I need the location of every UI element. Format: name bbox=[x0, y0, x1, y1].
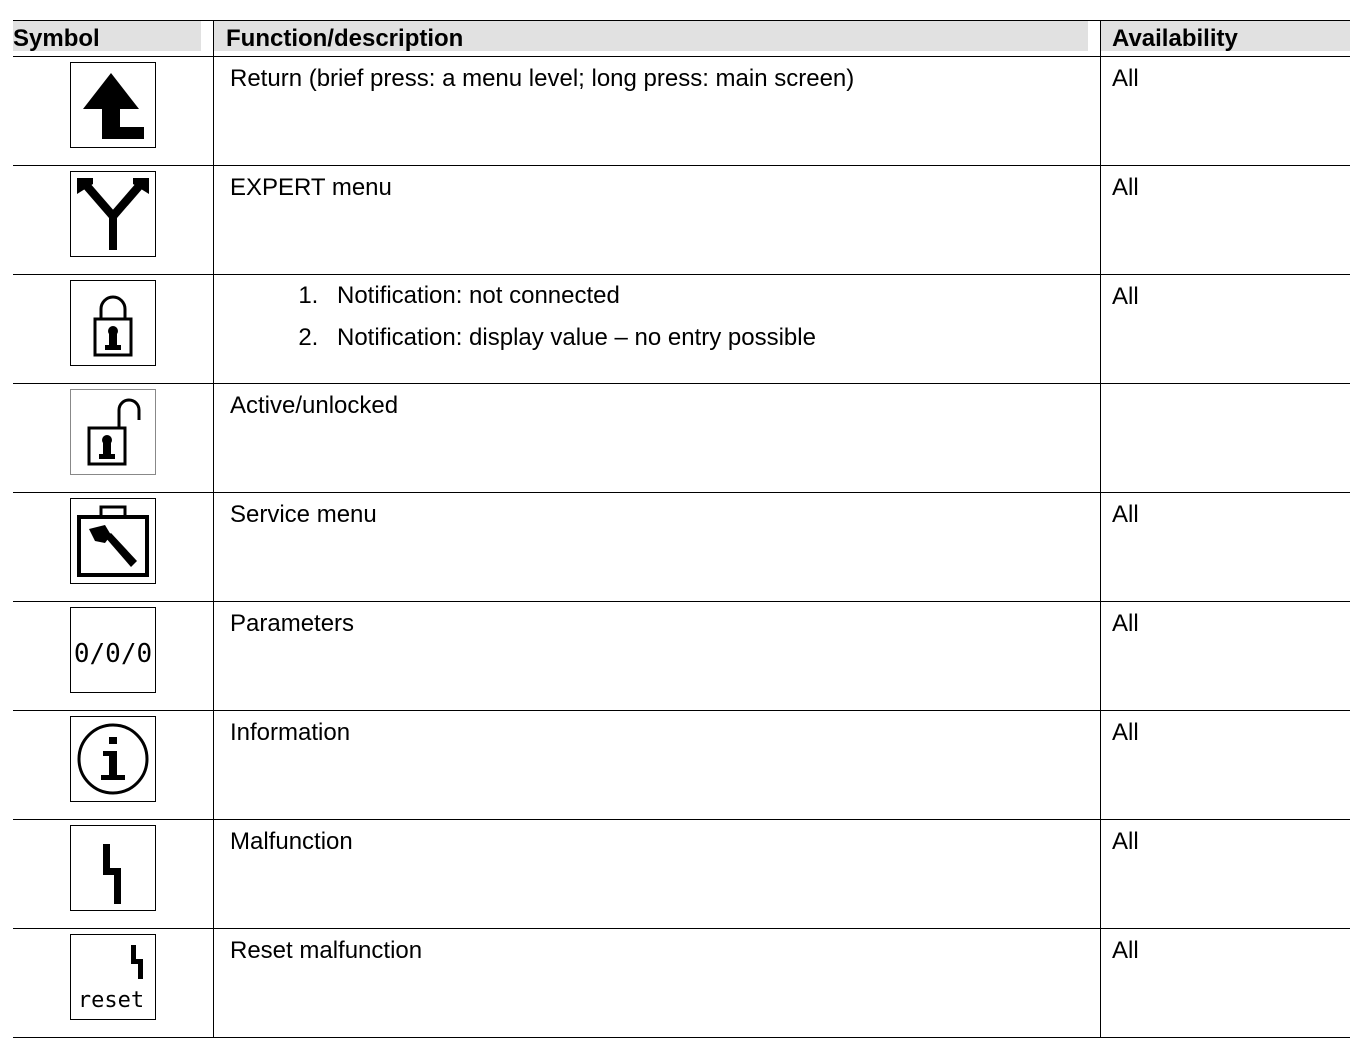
header-availability-label: Availability bbox=[1101, 21, 1350, 51]
availability-cell: All bbox=[1101, 711, 1350, 820]
service-toolbox-icon bbox=[70, 498, 156, 584]
description-cell: Malfunction bbox=[214, 820, 1101, 929]
parameters-icon-text: 0/0/0 bbox=[74, 639, 152, 669]
header-function-label: Function/description bbox=[214, 21, 1088, 51]
header-symbol-label: Symbol bbox=[13, 21, 201, 51]
reset-malfunction-icon bbox=[70, 934, 156, 1020]
header-symbol bbox=[13, 21, 214, 57]
list-item: 1. Notification: not connected bbox=[325, 275, 1100, 317]
description-cell: Return (brief press: a menu level; long press: main screen) bbox=[214, 57, 1101, 166]
table-row bbox=[13, 602, 1350, 711]
information-icon bbox=[70, 716, 156, 802]
header-availability bbox=[1101, 21, 1350, 57]
table-row bbox=[13, 711, 1350, 820]
reset-icon-text: reset bbox=[78, 988, 144, 1013]
notification-list bbox=[230, 275, 1100, 359]
table-row bbox=[13, 384, 1350, 493]
availability-cell: All bbox=[1101, 57, 1350, 166]
malfunction-bolt-icon bbox=[70, 825, 156, 911]
padlock-locked-icon bbox=[70, 280, 156, 366]
expert-fork-icon bbox=[70, 171, 156, 257]
availability-cell: All bbox=[1101, 929, 1350, 1038]
description-cell: Active/unlocked bbox=[214, 384, 1101, 493]
description-cell: Parameters bbox=[214, 602, 1101, 711]
padlock-unlocked-icon bbox=[70, 389, 156, 475]
availability-cell: All bbox=[1101, 820, 1350, 929]
header-row bbox=[13, 21, 1350, 57]
table-row bbox=[13, 57, 1350, 166]
description-cell: Service menu bbox=[214, 493, 1101, 602]
header-function bbox=[214, 21, 1101, 57]
table-row bbox=[13, 275, 1350, 384]
availability-cell: All bbox=[1101, 493, 1350, 602]
return-arrow-icon bbox=[70, 62, 156, 148]
availability-cell bbox=[1101, 384, 1350, 493]
availability-cell: All bbox=[1101, 166, 1350, 275]
description-cell: EXPERT menu bbox=[214, 166, 1101, 275]
symbol-table bbox=[13, 20, 1350, 1038]
availability-cell: All bbox=[1101, 602, 1350, 711]
parameters-icon bbox=[70, 607, 156, 693]
list-item: 2. Notification: display value – no entry possible bbox=[325, 317, 1100, 359]
table-row bbox=[13, 929, 1350, 1038]
table-row bbox=[13, 166, 1350, 275]
availability-cell: All bbox=[1101, 275, 1350, 384]
description-cell: Reset malfunction bbox=[214, 929, 1101, 1038]
description-cell: Information bbox=[214, 711, 1101, 820]
table-row bbox=[13, 820, 1350, 929]
table-row bbox=[13, 493, 1350, 602]
